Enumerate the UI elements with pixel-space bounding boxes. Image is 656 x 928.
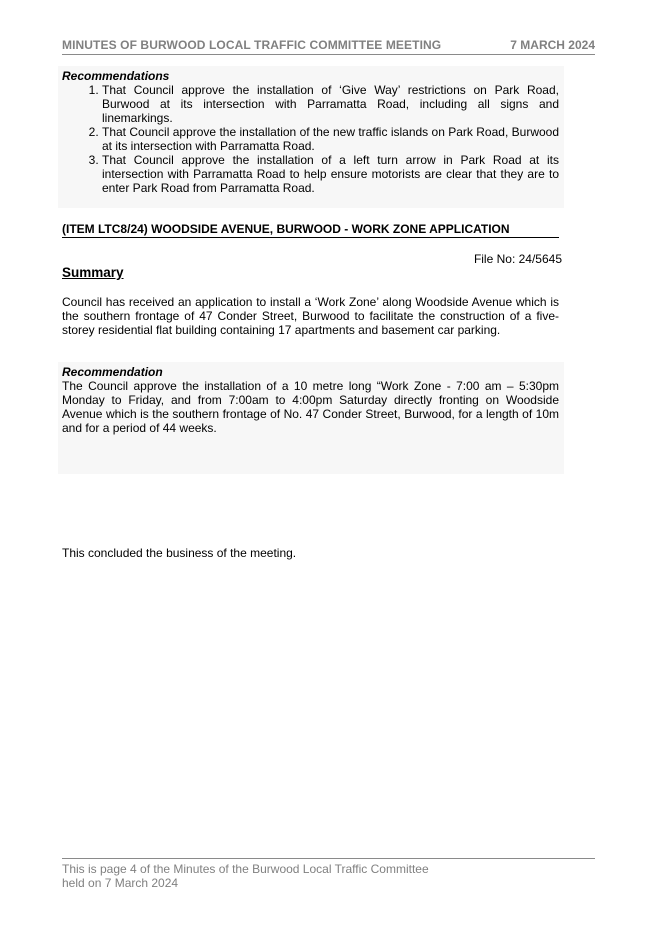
list-item: 2. That Council approve the installation of the new traffic islands on Park Road, Burwood at its intersection with Parramatta Road. xyxy=(102,125,559,153)
list-item: 3. That Council approve the installation of a left turn arrow in Park Road at its intersection with Parramatta Road to help ensure motorists are clear that they are to enter Park Road from Parramatta Road. xyxy=(102,153,559,195)
recommendation-text: The Council approve the installation of a 10 metre long “Work Zone - 7:00 am – 5:30pm Monday to Friday, and from 7:00am to 4:00pm Saturday directly fronting on Woodside Avenue which is the southern frontage of No. 47 Conder Street, Burwood, for a length of 10m and for a period of 44 weeks. xyxy=(62,379,559,435)
page-footer xyxy=(62,862,482,890)
page-header xyxy=(62,38,595,55)
footer-divider xyxy=(62,858,595,859)
recommendations-list xyxy=(62,83,559,195)
summary-text: Council has received an application to install a ‘Work Zone’ along Woodside Avenue which is the southern frontage of 47 Conder Street, Burwood to facilitate the construction of a five-storey residential flat building containing 17 apartments and basement car parking. xyxy=(62,295,559,337)
header-title: MINUTES OF BURWOOD LOCAL TRAFFIC COMMITTEE MEETING xyxy=(62,38,442,52)
footer-line-1: This is page 4 of the Minutes of the Burwood Local Traffic Committee xyxy=(62,862,429,876)
recommendations-heading: Recommendations xyxy=(62,69,170,83)
recommendation-block xyxy=(62,365,559,435)
closing-statement: This concluded the business of the meeting. xyxy=(62,546,297,560)
recommendation-heading: Recommendation xyxy=(62,365,163,379)
list-item: 1. That Council approve the installation of ‘Give Way’ restrictions on Park Road, Burwood at its intersection with Parramatta Road, including all signs and linemarkings. xyxy=(102,83,559,125)
footer-line-2: held on 7 March 2024 xyxy=(62,876,179,890)
recommendations-block xyxy=(62,69,559,195)
summary-heading: Summary xyxy=(62,265,124,280)
file-number: File No: 24/5645 xyxy=(473,252,562,266)
header-date: 7 MARCH 2024 xyxy=(510,38,595,52)
item-heading: (ITEM LTC8/24) WOODSIDE AVENUE, BURWOOD - WORK ZONE APPLICATION xyxy=(62,222,559,238)
